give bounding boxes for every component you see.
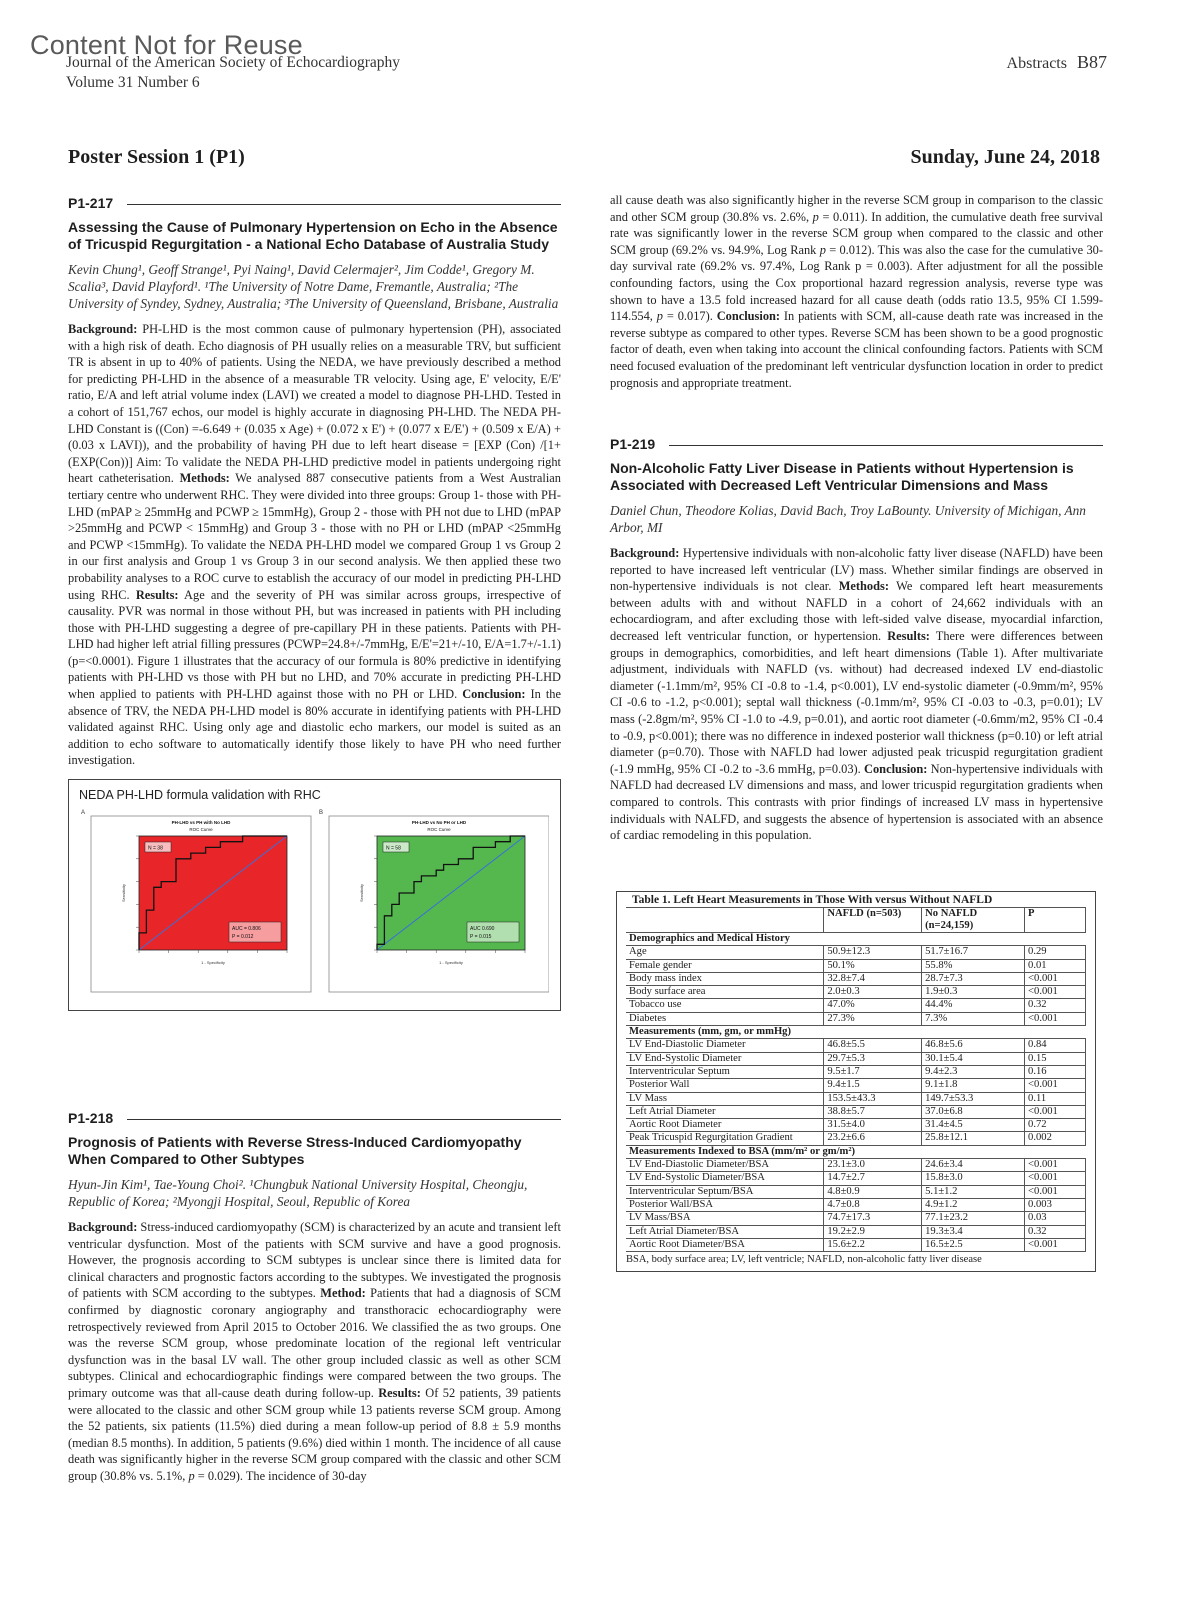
table-cell: 31.5±4.0: [824, 1119, 922, 1132]
table-cell: Peak Tricuspid Regurgitation Gradient: [626, 1132, 824, 1145]
table-cell: 153.5±43.3: [824, 1092, 922, 1105]
abstract-body: Background: PH-LHD is the most common cause of pulmonary hypertension (PH), associated with a high risk of death. Echo diagnosis of PH usually relies on a measurable TRV, but sufficient TR is absent in up to 40% of patients. Using the NEDA, we have previously described a method for predicting PH-LHD in the absence of a measurable TR velocity. Using age, E' velocity, E/E' ratio, E/A and left atrial volume index (LAVI) we created a model to diagnose PH-LHD. Tested in a cohort of 151,767 echos, our model is highly accurate in diagnosing PH-LHD. The NEDA PH-LHD Constant is ((Con) =-6.649 + (0.035 x Age) + (0.072 x E') + (0.077 x E/E') + (0.509 x E/A) + (0.03 x LAVI)), and the probability of having PH due to left heart disease = [EXP (Con) /[1+ (EXP(Con))] Aim: To validate the NEDA PH-LHD predictive model in patients undergoing right heart catheterisation. Methods: We analysed 887 consecutive patients from a West Australian tertiary centre who underwent RHC. They were divided into three groups: Group 1- those with PH-LHD (mPAP ≥ 25mmHg and PCWP ≥ 15mmHg), Group 2 - those with PH not due to LHD (mPAP >25mmHg and PCWP < 15mmHg) and Group 3 - those with no PH or LHD (mPAP <25mmHg and PCWP <15mmHg). To validate the NEDA PH-LHD model we compared Group 1 vs Group 2 in our first analysis and Group 1 vs Group 3 in our second analysis. We then applied these two probability analyses to a ROC curve to establish the accuracy of our model in predicting PH-LHD using RHC. Results: Age and the severity of PH was similar across groups, irrespective of causality. PVR was normal in those without PH, but was increased in patients with PH including those with PH-LHD suggesting a degree of pre-capillary PH in these patients. Patients with PH-LHD had higher left atrial filling pressures (PCWP=24.8+/-7mmHg, E/E'=21+/-10, E/A=1.7+/-1.1)(p=<0.0001). Figure 1 illustrates that the accuracy of our formula is 80% predictive in identifying patients with PH-LHD vs those with PH but no LHD, and 70% accurate in predicting PH-LHD when applied to patients with PH-LHD against those with no PH or LHD. Conclusion: In the absence of TRV, the NEDA PH-LHD model is 80% accurate in identifying patients with PH-LHD validated against RHC. Using only age and diastolic echo markers, our model is suited as an addition to echo software to automatically identify those likely to have PH who need further investigation.: [68, 322, 562, 768]
watermark: Content Not for Reuse: [30, 30, 303, 60]
table-row: [626, 999, 1086, 1012]
table-cell: Aortic Root Diameter: [626, 1119, 824, 1132]
table-row: [626, 1119, 1086, 1132]
table-cell: 0.11: [1025, 1092, 1086, 1105]
table-cell: 24.6±3.4: [922, 1159, 1025, 1172]
n-label: N = 38: [148, 845, 163, 852]
table-cell: 31.4±4.5: [922, 1119, 1025, 1132]
table-cell: 28.7±7.3: [922, 972, 1025, 985]
table-cell: 0.84: [1025, 1039, 1086, 1052]
abstract-id-row: [68, 195, 561, 211]
table-header-row: [626, 908, 1086, 933]
abstract-body-continued: all cause death was also significantly higher in the reverse SCM group in comparison to the classic and other SCM group (30.8% vs. 2.6%, p = 0.011). In addition, the cumulative death free survival rate was significantly lower in the reverse SCM group when compared to the classic and other SCM group (69.2% vs. 94.9%, Log Rank p = 0.012). This was also the case for the cumulative 30-day survival rate (69.2% vs. 97.4%, Log Rank p = 0.003). After adjustment for all the possible confounding factors, using the Cox proportional hazard regression analysis, reverse type was shown to have a 13.5 fold increased hazard for all cause death (odds ratio 13.5, 95% CI 1.599-114.554, p = 0.017). Conclusion: In patients with SCM, all-cause death rate was increased in the reverse subtype as compared to other types. Reverse SCM has been shown to be a good prognostic factor of death, even when taking into account the clinical confounding factors. Patients with SCM need focused evaluation of the predominant left ventricular dysfunction location in order to predict prognosis and appropriate treatment.: [610, 193, 1103, 390]
table-row: [626, 1198, 1086, 1211]
table-cell: <0.001: [1025, 972, 1086, 985]
table-section-row: [626, 1145, 1086, 1158]
table-row: [626, 946, 1086, 959]
table-cell: 0.32: [1025, 999, 1086, 1012]
table-cell: LV End-Diastolic Diameter/BSA: [626, 1159, 824, 1172]
panel-subtitle: ROC Curve: [189, 827, 213, 833]
table-cell: Left Atrial Diameter/BSA: [626, 1225, 824, 1238]
table-cell: Diabetes: [626, 1012, 824, 1025]
section-label: Abstracts: [1006, 55, 1067, 72]
table-cell: 32.8±7.4: [824, 972, 922, 985]
table-cell: Tobacco use: [626, 999, 824, 1012]
table-cell: Interventricular Septum: [626, 1065, 824, 1078]
table-cell: <0.001: [1025, 1079, 1086, 1092]
table-cell: 37.0±6.8: [922, 1105, 1025, 1118]
table-cell: <0.001: [1025, 1238, 1086, 1251]
abstract-id: P1-218: [68, 1110, 114, 1126]
table-section-label: Demographics and Medical History: [626, 933, 1086, 946]
table-cell: 38.8±5.7: [824, 1105, 922, 1118]
table-cell: LV Mass/BSA: [626, 1212, 824, 1225]
table-cell: 47.0%: [824, 999, 922, 1012]
p-label: P = 0.012: [232, 934, 254, 941]
table-cell: 4.9±1.2: [922, 1198, 1025, 1211]
table-cell: <0.001: [1025, 1185, 1086, 1198]
table-cell: 50.9±12.3: [824, 946, 922, 959]
table-cell: 0.32: [1025, 1225, 1086, 1238]
p-label: P = 0.015: [470, 934, 492, 941]
table-cell: 9.4±1.5: [824, 1079, 922, 1092]
table-title: Table 1. Left Heart Measurements in Those With versus Without NAFLD: [632, 894, 993, 906]
table-row: [626, 1238, 1086, 1251]
table-cell: 5.1±1.2: [922, 1185, 1025, 1198]
abstract-body: Background: Stress-induced cardiomyopathy (SCM) is characterized by an acute and transient left ventricular dysfunction. Most of the patients with SCM survive and have a good prognosis. However, the prognosis according to SCM subtypes is unclear since there is limited data for clinical characters and prognostic factors according to the subtypes. We investigated the prognosis of patients with SCM according to the subtypes. Method: Patients that had a diagnosis of SCM confirmed by diagnostic coronary angiography and transthoracic echocardiography were retrospectively reviewed from April 2015 to October 2016. We classified the as two groups. One was the reverse SCM group, whose predominate location of the regional left ventricular dysfunction was in the basal LV wall. The other group included classic as well as other SCM subtypes. Clinical and echocardiographic findings were compared between the two groups. The primary outcome was that all-cause death during follow-up. Results: Of 52 patients, 39 patients were allocated to the classic and other SCM group while 13 patients reverse SCM group. Among the 52 patients, six patients (11.5%) died during a mean follow-up period of 8.8 ± 5.9 months (median 8.5 months). In addition, 5 patients (9.6%) died within 1 month. The incidence of all cause death was significantly higher in the reverse SCM group compared with the classic and other SCM group (30.8% vs. 5.1%, p = 0.029). The incidence of 30-day: [68, 1220, 561, 1483]
table-cell: 0.15: [1025, 1052, 1086, 1065]
table-cell: Interventricular Septum/BSA: [626, 1185, 824, 1198]
table-cell: LV End-Systolic Diameter/BSA: [626, 1172, 824, 1185]
abstract-authors: Kevin Chung¹, Geoff Strange¹, Pyi Naing¹, David Celermajer², Jim Codde¹, Gregory M. Scalia³, David Playford¹. ¹The University of Notre Dame, Fremantle, Australia; ²The University of Syndey, Sydney, Australia; ³The University of Queensland, Brisbane, Australia: [68, 262, 559, 311]
panel-letter: B: [319, 810, 324, 817]
x-axis-label: 1 - Specificity: [201, 960, 225, 966]
table-cell: Posterior Wall: [626, 1079, 824, 1092]
table-cell: <0.001: [1025, 1105, 1086, 1118]
table-cell: Female gender: [626, 959, 824, 972]
panel-title: PH-LHD vs PH with No LHD: [171, 820, 231, 826]
table-section-row: [626, 1026, 1086, 1039]
table-cell: <0.001: [1025, 1012, 1086, 1025]
table-cell: Body surface area: [626, 986, 824, 999]
table-cell: 0.002: [1025, 1132, 1086, 1145]
table-cell: Age: [626, 946, 824, 959]
table-cell: 0.72: [1025, 1119, 1086, 1132]
abstract-title: Non-Alcoholic Fatty Liver Disease in Patients without Hypertension is Associated with Decreased Left Ventricular Dimensions and Mass: [610, 460, 1074, 493]
roc-figure: [79, 806, 549, 1006]
journal-header: [66, 53, 400, 93]
table-cell: 77.1±23.2: [922, 1212, 1025, 1225]
abstract-id: P1-219: [610, 436, 656, 452]
journal-name: Journal of the American Society of Echocardiography: [66, 54, 400, 71]
table-cell: 46.8±5.6: [922, 1039, 1025, 1052]
auc-label: AUC = 0.806: [232, 926, 261, 933]
figure-title: NEDA PH-LHD formula validation with RHC: [79, 788, 321, 803]
table-cell: 9.5±1.7: [824, 1065, 922, 1078]
table-cell: 14.7±2.7: [824, 1172, 922, 1185]
divider: [669, 445, 1103, 446]
table-cell: 27.3%: [824, 1012, 922, 1025]
table-cell: 4.7±0.8: [824, 1198, 922, 1211]
abstract-p1-219: [610, 436, 1103, 844]
table-cell: 19.3±3.4: [922, 1225, 1025, 1238]
table-1: [616, 891, 1096, 1272]
table-cell: LV End-Systolic Diameter: [626, 1052, 824, 1065]
table-row: [626, 1012, 1086, 1025]
table-cell: 51.7±16.7: [922, 946, 1025, 959]
session-title: Poster Session 1 (P1): [68, 146, 245, 168]
table-row: [626, 1225, 1086, 1238]
figure-roc: [68, 779, 561, 1011]
table-cell: 0.003: [1025, 1198, 1086, 1211]
table-row: [626, 1159, 1086, 1172]
table-cell: 19.2±2.9: [824, 1225, 922, 1238]
table-cell: 50.1%: [824, 959, 922, 972]
table-cell: Posterior Wall/BSA: [626, 1198, 824, 1211]
y-axis-label: Sensitivity: [121, 884, 126, 903]
table-cell: 2.0±0.3: [824, 986, 922, 999]
table-cell: <0.001: [1025, 1159, 1086, 1172]
table-cell: 74.7±17.3: [824, 1212, 922, 1225]
table-header-cell: [626, 908, 824, 933]
table-section-label: Measurements Indexed to BSA (mm/m² or gm/m²): [626, 1145, 1086, 1158]
table-cell: 149.7±53.3: [922, 1092, 1025, 1105]
table-section-row: [626, 933, 1086, 946]
y-axis-label: Sensitivity: [359, 884, 364, 903]
table-cell: 16.5±2.5: [922, 1238, 1025, 1251]
table-section-label: Measurements (mm, gm, or mmHg): [626, 1026, 1086, 1039]
table-row: [626, 1212, 1086, 1225]
table-cell: LV Mass: [626, 1092, 824, 1105]
table-row: [626, 1132, 1086, 1145]
panel-title: PH-LHD vs No PH or LHD: [411, 820, 467, 826]
x-axis-label: 1 - Specificity: [439, 960, 463, 966]
table-row: [626, 986, 1086, 999]
abstract-body: Background: Hypertensive individuals with non-alcoholic fatty liver disease (NAFLD) have been reported to have increased left ventricular (LV) mass. Whether similar findings are observed in non-hypertensive individuals is not clear. Methods: We compared left heart measurements between adults with and without NAFLD in a cohort of 24,662 individuals with an echocardiogram, and after excluding those with left-sided valve disease, myocardial infarction, decreased left ventricular function, or hypertension. Results: There were differences between groups in demographics, comorbidities, and left heart dimensions (Table 1). After multivariate adjustment, individuals with NAFLD (vs. without) had decreased indexed LV end-diastolic diameter (-1.1mm/m², 95% CI -0.8 to -1.4, p<0.001), LV end-systolic diameter (-0.9mm/m², 95% CI -0.6 to -1.2, p<0.001); septal wall thickness (-0.1mm/m², 95% CI -0.03 to -0.3, p=0.01); LV mass (-2.8gm/m², 95% CI -1.0 to -4.9, p=0.01), and aortic root diameter (-0.6mm/m2, 95% CI -0.4 to -0.9, p<0.001); there was no difference in indexed posterior wall thickness (p=0.10) or left atrial diameter (p=0.70). Those with NAFLD had lower adjusted peak tricuspid regurgitation gradient (-1.9 mmHg, 95% CI -0.2 to -3.6 mmHg, p=0.03). Conclusion: Non-hypertensive individuals with NAFLD had decreased LV dimensions and mass, and lower tricuspid regurgitation gradients when compared to controls. This contrasts with prior findings of increased LV mass in hypertensive individuals with NALFD, and suggests the absence of hypertension is associated with an absence of cardiac remodeling in this population.: [610, 546, 1103, 843]
table-row: [626, 1079, 1086, 1092]
session-date: Sunday, June 24, 2018: [910, 146, 1100, 168]
table-cell: Aortic Root Diameter/BSA: [626, 1238, 824, 1251]
table-row: [626, 1092, 1086, 1105]
data-table: [626, 907, 1086, 1252]
table-cell: 30.1±5.4: [922, 1052, 1025, 1065]
table-row: [626, 1065, 1086, 1078]
table-row: [626, 959, 1086, 972]
table-header-cell: No NAFLD (n=24,159): [922, 908, 1025, 933]
page-reference: [1007, 52, 1107, 73]
table-row: [626, 1105, 1086, 1118]
table-cell: 23.1±3.0: [824, 1159, 922, 1172]
table-cell: 23.2±6.6: [824, 1132, 922, 1145]
abstract-id-row: [68, 1110, 561, 1126]
table-cell: 9.1±1.8: [922, 1079, 1025, 1092]
table-row: [626, 1172, 1086, 1185]
divider: [127, 204, 561, 205]
abstract-p1-218: [68, 1110, 561, 1485]
table-footnote: BSA, body surface area; LV, left ventricle; NAFLD, non-alcoholic fatty liver disease: [626, 1254, 982, 1266]
panel-subtitle: ROC Curve: [427, 827, 451, 833]
n-label: N = 58: [386, 845, 401, 852]
auc-label: AUC 0.690: [470, 926, 495, 933]
abstract-p1-217: [68, 195, 561, 1011]
abstract-title: Assessing the Cause of Pulmonary Hypertension on Echo in the Absence of Tricuspid Regurgitation - a National Echo Database of Australia Study: [68, 219, 558, 252]
table-row: [626, 972, 1086, 985]
table-cell: Left Atrial Diameter: [626, 1105, 824, 1118]
table-cell: 0.29: [1025, 946, 1086, 959]
table-cell: 15.8±3.0: [922, 1172, 1025, 1185]
table-row: [626, 1039, 1086, 1052]
journal-volume: Volume 31 Number 6: [66, 74, 200, 91]
table-cell: LV End-Diastolic Diameter: [626, 1039, 824, 1052]
table-cell: 44.4%: [922, 999, 1025, 1012]
table-header-cell: NAFLD (n=503): [824, 908, 922, 933]
table-row: [626, 1052, 1086, 1065]
abstract-authors: Daniel Chun, Theodore Kolias, David Bach, Troy LaBounty. University of Michigan, Ann Arbor, MI: [610, 503, 1086, 535]
table-cell: <0.001: [1025, 986, 1086, 999]
table-header-cell: P: [1025, 908, 1086, 933]
table-cell: 46.8±5.5: [824, 1039, 922, 1052]
table-cell: 7.3%: [922, 1012, 1025, 1025]
table-cell: 0.01: [1025, 959, 1086, 972]
abstract-id-row: [610, 436, 1103, 452]
abstract-p1-218-continued: [610, 192, 1103, 391]
abstract-id: P1-217: [68, 195, 114, 211]
table-cell: Body mass index: [626, 972, 824, 985]
abstract-title: Prognosis of Patients with Reverse Stress-Induced Cardiomyopathy When Compared to Other Subtypes: [68, 1134, 522, 1167]
table-cell: 29.7±5.3: [824, 1052, 922, 1065]
divider: [127, 1119, 561, 1120]
table-cell: 55.8%: [922, 959, 1025, 972]
page-number: B87: [1076, 52, 1107, 72]
table-cell: 4.8±0.9: [824, 1185, 922, 1198]
panel-letter: A: [81, 810, 86, 817]
table-cell: 0.03: [1025, 1212, 1086, 1225]
table-cell: 9.4±2.3: [922, 1065, 1025, 1078]
table-cell: 15.6±2.2: [824, 1238, 922, 1251]
table-cell: 1.9±0.3: [922, 986, 1025, 999]
table-cell: 25.8±12.1: [922, 1132, 1025, 1145]
table-cell: <0.001: [1025, 1172, 1086, 1185]
abstract-authors: Hyun-Jin Kim¹, Tae-Young Choi². ¹Chungbuk National University Hospital, Cheongju, Republic of Korea; ²Myongji Hospital, Seoul, Republic of Korea: [68, 1177, 528, 1209]
table-row: [626, 1185, 1086, 1198]
table-cell: 0.16: [1025, 1065, 1086, 1078]
